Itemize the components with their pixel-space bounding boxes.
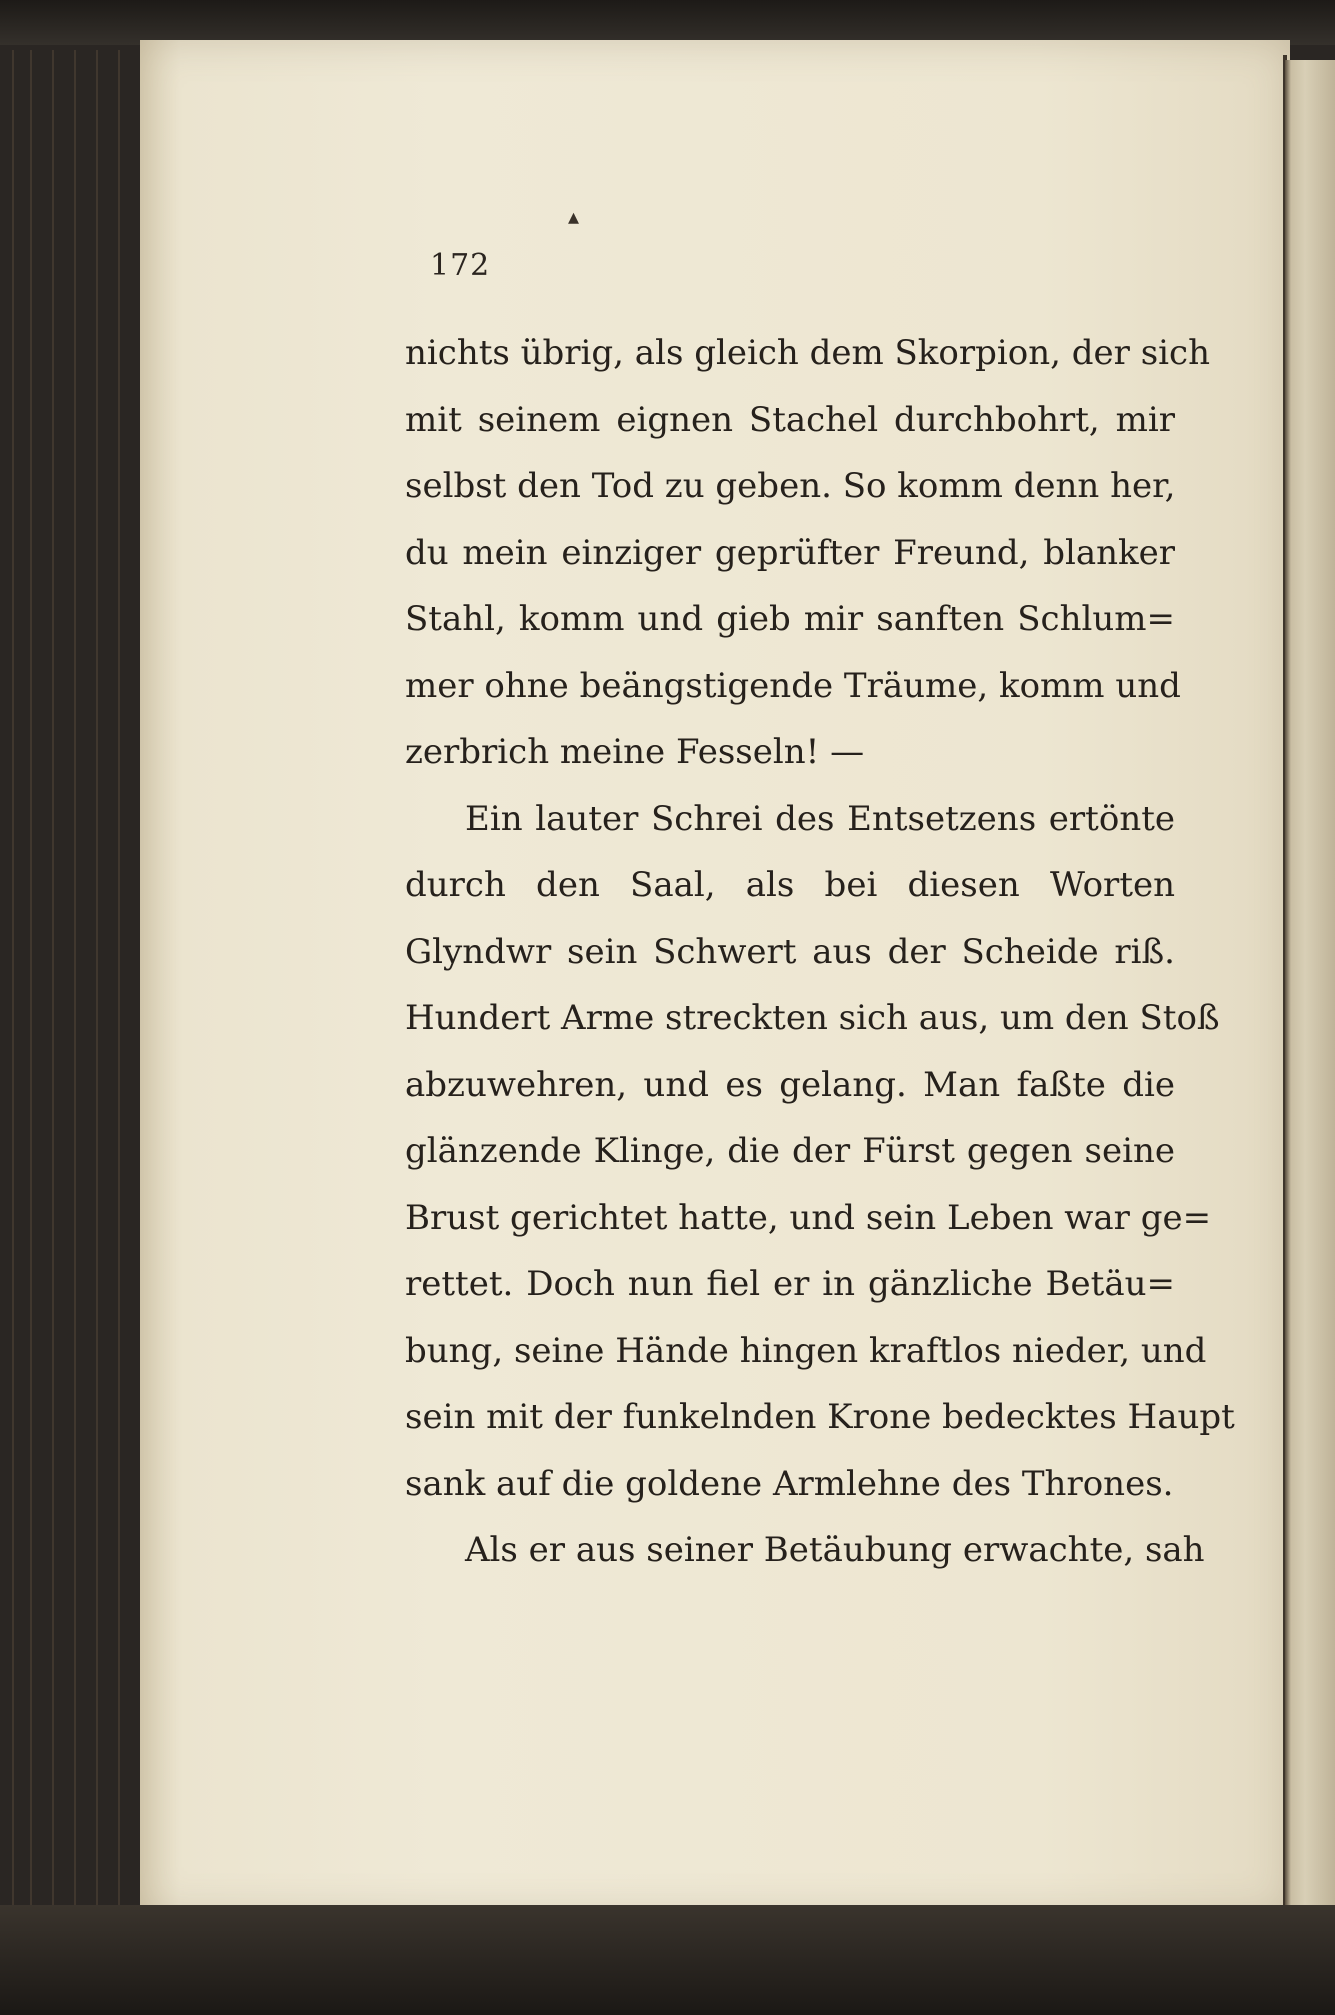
text-line: glänzende Klinge, die der Fürst gegen seine xyxy=(405,1131,1175,1171)
text-line: Als er aus seiner Betäubung erwachte, sah xyxy=(465,1530,1205,1570)
text-line: nichts übrig, als gleich dem Skorpion, der sich xyxy=(405,333,1210,373)
text-line: du mein einziger geprüfter Freund, blanker xyxy=(405,532,1175,573)
text-line: zerbrich meine Fesseln! — xyxy=(405,732,865,772)
backdrop-bottom xyxy=(0,1905,1335,2015)
text-line: sein mit der funkelnden Krone bedecktes Haupt xyxy=(405,1397,1235,1437)
text-line: Stahl, komm und gieb mir sanften Schlum= xyxy=(405,599,1175,639)
backdrop-top xyxy=(0,0,1335,45)
text-line: Ein lauter Schrei des Entsetzens ertönte xyxy=(465,798,1175,839)
text-line: Hundert Arme streckten sich aus, um den Stoß xyxy=(405,998,1220,1038)
page-edge-line xyxy=(96,50,98,1910)
text-line: abzuwehren, und es gelang. Man faßte die xyxy=(405,1064,1175,1105)
ink-speck: ▴ xyxy=(568,205,580,230)
page-edge-line xyxy=(12,50,14,1910)
text-line: Brust gerichtet hatte, und sein Leben war ge= xyxy=(405,1197,1212,1238)
text-line: mer ohne beängstigende Träume, komm und xyxy=(405,665,1181,706)
body-text xyxy=(405,320,1235,1584)
text-line: mit seinem eignen Stachel durchbohrt, mir xyxy=(405,399,1175,440)
page-edge-line xyxy=(118,50,120,1910)
text-line: durch den Saal, als bei diesen Worten xyxy=(405,865,1175,905)
cover-right-edge xyxy=(1285,60,1335,1910)
page-edge-line xyxy=(30,50,32,1910)
page-edge-line xyxy=(52,50,54,1910)
text-line: Glyndwr sein Schwert aus der Scheide riß. xyxy=(405,931,1175,972)
text-line: selbst den Tod zu geben. So komm denn her, xyxy=(405,466,1176,506)
text-line: bung, seine Hände hingen kraftlos nieder, und xyxy=(405,1330,1207,1371)
page-number: 172 xyxy=(430,248,491,283)
page-edge-line xyxy=(74,50,76,1910)
text-line: sank auf die goldene Armlehne des Thrones. xyxy=(405,1463,1174,1504)
text-line: rettet. Doch nun fiel er in gänzliche Betäu= xyxy=(405,1264,1175,1304)
